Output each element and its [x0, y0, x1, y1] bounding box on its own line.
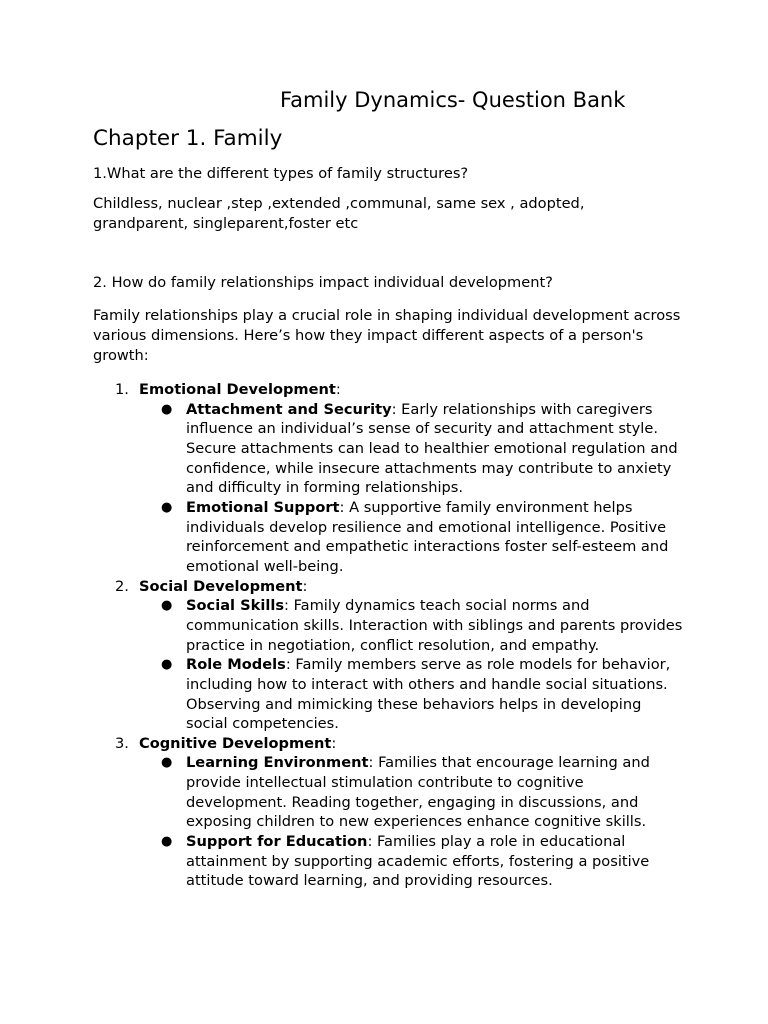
question-2: 2. How do family relationships impact individual development?: [93, 274, 553, 291]
item-term: Attachment and Security: [186, 400, 392, 418]
list-item: [93, 655, 683, 734]
section-heading: [93, 734, 683, 754]
bullet-icon: ●: [161, 657, 173, 673]
bullet-icon: ●: [161, 499, 173, 515]
item-term: Support for Education: [186, 833, 368, 851]
item-term: Emotional Support: [186, 498, 340, 516]
item-text: : Family members serve as role models for behavior, including how to interact with others and handle social situations. Observing and mimicking these behaviors helps in developing social competencies.: [186, 656, 671, 733]
bullet-icon: ●: [161, 755, 173, 771]
item-text: : A supportive family environment helps individuals develop resilience and emotional intelligence. Positive reinforcement and empathetic interactions foster self-esteem and emotional well-being.: [186, 498, 669, 575]
section-heading: [93, 577, 683, 597]
list-item: [93, 832, 683, 891]
item-term: Social Skills: [186, 597, 285, 615]
bullet-icon: ●: [161, 401, 173, 417]
section-title-colon: :: [302, 577, 308, 595]
list-item: [93, 498, 683, 577]
item-text: : Early relationships with caregivers influence an individual’s sense of security and attachment style. Secure attachments can lead to healthier emotional regulation and confidence, while insecure attachments may contribute to anxiety and difficulty in forming relationships.: [186, 400, 678, 497]
list-item: [93, 596, 683, 655]
section-number: 3.: [115, 734, 129, 752]
section-title: Cognitive Development: [139, 734, 332, 752]
development-outline: [93, 380, 683, 891]
item-text: : Families that encourage learning and provide intellectual stimulation contribute to cognitive development. Reading together, engaging in discussions, and exposing children to new experiences enhance cognitive skills.: [186, 754, 650, 831]
section-cognitive-development: [93, 734, 683, 891]
item-text: : Family dynamics teach social norms and communication skills. Interaction with siblings and parents provides practice in negotiation, conflict resolution, and empathy.: [186, 597, 683, 654]
section-social-development: [93, 577, 683, 734]
bullet-icon: ●: [161, 598, 173, 614]
answer-1: Childless, nuclear ,step ,extended ,communal, same sex , adopted, grandparent, singleparent,foster etc: [93, 195, 585, 232]
section-title: Social Development: [139, 577, 303, 595]
answer-2-intro: Family relationships play a crucial role in shaping individual development across various dimensions. Here’s how they impact different aspects of a person's growth:: [93, 307, 681, 364]
list-item: [93, 753, 683, 832]
list-item: [93, 400, 683, 498]
section-title-colon: :: [331, 734, 337, 752]
section-title: Emotional Development: [139, 381, 336, 398]
question-1: 1.What are the different types of family structures?: [93, 165, 469, 182]
section-title-colon: :: [335, 381, 341, 398]
section-number: 2.: [115, 577, 129, 595]
chapter-heading: Chapter 1. Family: [93, 126, 283, 151]
section-heading: [93, 380, 683, 400]
document-title: Family Dynamics- Question Bank: [280, 88, 626, 112]
item-term: Learning Environment: [186, 754, 369, 772]
bullet-icon: ●: [161, 834, 173, 850]
item-text: : Families play a role in educational attainment by supporting academic efforts, fostering a positive attitude toward learning, and providing resources.: [186, 833, 650, 890]
item-term: Role Models: [186, 656, 286, 674]
section-number: 1.: [115, 381, 129, 398]
section-emotional-development: [93, 380, 683, 577]
